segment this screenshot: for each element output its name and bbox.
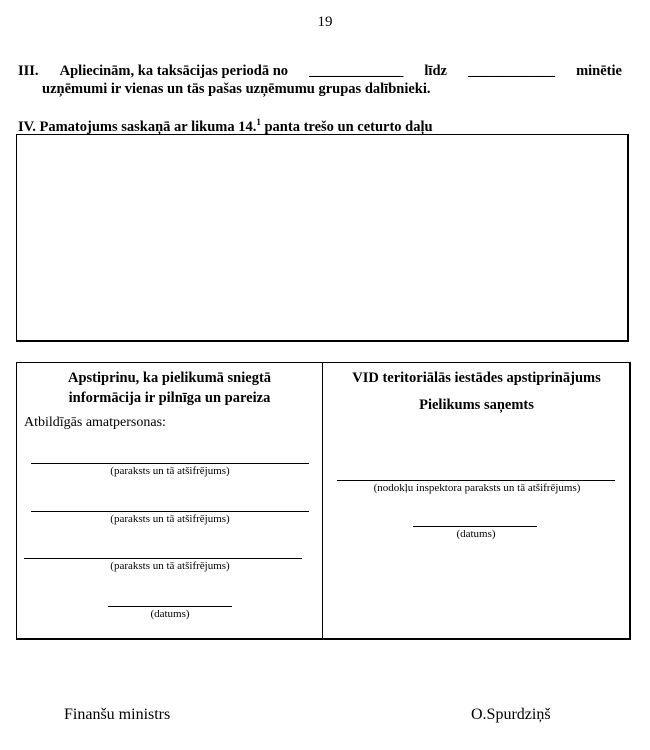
justification-box[interactable]: [16, 134, 629, 342]
signature-line-1[interactable]: [31, 463, 309, 464]
inspector-signature-line[interactable]: [337, 480, 615, 481]
confirmation-table: [16, 362, 631, 640]
period-start-blank[interactable]: _____________: [309, 63, 404, 79]
signature-caption-2: (paraksts un tā atšifrējums): [110, 513, 230, 525]
section-4-numeral: IV.: [18, 118, 36, 135]
right-column-subtitle: Pielikums saņemts: [419, 397, 534, 413]
left-date-caption: (datums): [150, 608, 190, 620]
section-3-word-until: līdz: [424, 63, 447, 79]
inspector-signature-caption: (nodokļu inspektora paraksts un tā atšifrējums): [373, 482, 581, 494]
right-date-caption: (datums): [456, 528, 496, 540]
section-4-text: Pamatojums saskaņā ar likuma 14.: [39, 118, 257, 135]
footer-minister-title: Finanšu ministrs: [64, 706, 171, 723]
left-column-title: [17, 368, 322, 408]
section-3-numeral: III.: [18, 63, 39, 79]
section-4-superscript: 1: [256, 117, 261, 127]
section-3: [18, 62, 622, 98]
signature-line-3[interactable]: [24, 558, 302, 559]
left-title-line1: Apstiprinu, ka pielikumā sniegtā: [67, 370, 272, 386]
period-end-blank[interactable]: ____________: [468, 63, 556, 79]
left-date-line[interactable]: [108, 606, 232, 607]
section-3-text-part1: Apliecinām, ka taksācijas periodā no: [59, 63, 289, 79]
section-3-line2: uzņēmumi ir vienas un tās pašas uzņēmumu grupas dalībnieki.: [42, 81, 431, 97]
section-4-heading: [18, 117, 433, 136]
section-3-text-part2: minētie: [576, 63, 622, 79]
section-4-text-after: panta trešo un ceturto daļu: [264, 118, 433, 135]
table-column-divider: [322, 363, 323, 638]
footer-minister-name: O.Spurdziņš: [471, 706, 551, 723]
officials-label: Atbildīgās amatpersonas:: [24, 415, 166, 430]
signature-caption-1: (paraksts un tā atšifrējums): [110, 465, 230, 477]
signature-caption-3: (paraksts un tā atšifrējums): [110, 560, 230, 572]
right-column-title: VID teritoriālās iestādes apstiprinājums: [352, 370, 601, 386]
right-date-line[interactable]: [413, 526, 537, 527]
page-number: 19: [317, 14, 333, 30]
signature-line-2[interactable]: [31, 511, 309, 512]
left-title-line2: informācija ir pilnīga un pareiza: [68, 390, 271, 406]
